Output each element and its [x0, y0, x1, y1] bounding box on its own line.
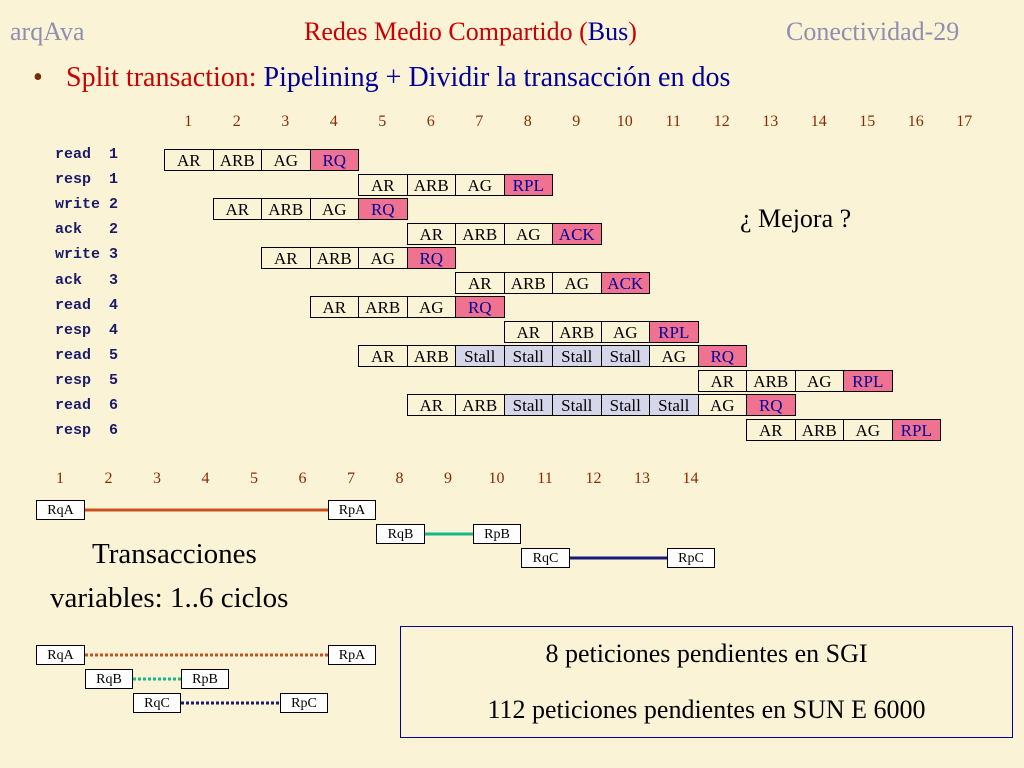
cycle-tick: 11	[537, 470, 553, 487]
cycle-tick: 4	[201, 470, 210, 487]
cycle-tick: 9	[444, 470, 452, 487]
cycle-tick: 4	[329, 113, 338, 130]
bullet-label: Split transaction:	[66, 62, 257, 93]
operation-label: write 3	[55, 246, 119, 264]
slide-title-part-c: )	[628, 17, 637, 46]
bullet-rest: Pipelining + Dividir la transacción en dos	[256, 62, 731, 93]
bullet-icon: •	[33, 62, 43, 93]
response-c: RpC	[667, 548, 715, 568]
pipeline-stage-arb: ARB	[213, 149, 263, 171]
pipeline-stage-rq: RQ	[698, 345, 748, 367]
pipeline-stage-ar: AR	[698, 370, 748, 392]
pipeline-stage-ar: AR	[164, 149, 214, 171]
cycle-tick: 14	[810, 113, 827, 130]
pipeline-stage-ag: AG	[261, 149, 311, 171]
pipeline-stage-ar: AR	[407, 394, 457, 416]
sgi-pending: 8 peticiones pendientes en SGI	[545, 639, 868, 668]
pipeline-stage-arb: ARB	[552, 321, 602, 343]
cycle-tick: 8	[395, 470, 404, 487]
overlap-response-c: RpC	[280, 693, 328, 713]
pipeline-stage-stall: Stall	[601, 345, 651, 367]
response-a: RpA	[328, 500, 376, 520]
pipeline-stage-stall: Stall	[504, 345, 554, 367]
cycle-tick: 17	[956, 113, 973, 130]
operation-label: resp 4	[55, 321, 119, 339]
operation-label: write 2	[55, 196, 119, 214]
pipeline-stage-arb: ARB	[310, 247, 360, 269]
cycle-tick: 12	[713, 113, 730, 130]
operation-label: read 4	[55, 296, 119, 314]
cycle-tick: 5	[250, 470, 258, 487]
pipeline-stage-stall: Stall	[552, 394, 602, 416]
request-a: RqA	[36, 500, 85, 520]
course-title: arqAva	[10, 17, 85, 46]
overlap-request-a: RqA	[36, 645, 85, 665]
caption-line-1: Transacciones	[92, 538, 257, 570]
cycle-tick: 10	[488, 470, 505, 487]
cycle-tick: 11	[665, 113, 681, 130]
cycle-tick: 6	[298, 470, 307, 487]
operation-label: resp 6	[55, 422, 119, 440]
pipeline-stage-ar: AR	[213, 198, 263, 220]
pipeline-stage-rq: RQ	[746, 394, 796, 416]
pipeline-stage-arb: ARB	[504, 272, 554, 294]
cycle-tick: 2	[232, 113, 241, 130]
cycle-tick: 7	[475, 113, 484, 130]
pipeline-stage-arb: ARB	[455, 223, 505, 245]
pipeline-stage-arb: ARB	[261, 198, 311, 220]
slide-number: Conectividad-29	[786, 17, 960, 46]
pipeline-stage-arb: ARB	[795, 419, 845, 441]
mejora-question: ¿ Mejora ?	[740, 204, 852, 233]
pending-requests-panel	[400, 626, 1013, 738]
overlap-request-c: RqC	[133, 693, 181, 713]
sun-pending: 112 peticiones pendientes en SUN E 6000	[487, 695, 926, 724]
operation-label: resp 1	[55, 171, 119, 189]
pipeline-stage-rpl: RPL	[504, 174, 554, 196]
cycle-tick: 3	[281, 113, 290, 130]
cycle-tick: 10	[616, 113, 633, 130]
cycle-tick: 15	[859, 113, 876, 130]
cycle-tick: 5	[378, 113, 387, 130]
pipeline-stage-stall: Stall	[504, 394, 554, 416]
pipeline-stage-rpl: RPL	[892, 419, 942, 441]
pipeline-stage-ag: AG	[843, 419, 893, 441]
cycle-tick: 7	[347, 470, 355, 487]
overlap-request-b: RqB	[85, 669, 133, 689]
overlap-response-b: RpB	[181, 669, 229, 689]
cycle-tick: 16	[907, 113, 924, 130]
pipeline-stage-ag: AG	[358, 247, 408, 269]
request-c: RqC	[521, 548, 570, 568]
operation-label: ack 3	[55, 271, 119, 289]
cycle-tick: 13	[634, 470, 650, 487]
pipeline-stage-stall: Stall	[649, 394, 699, 416]
pipeline-stage-ag: AG	[649, 345, 699, 367]
operation-label: resp 5	[55, 371, 119, 389]
cycle-tick: 14	[682, 470, 699, 487]
pipeline-stage-rq: RQ	[455, 296, 505, 318]
pipeline-stage-ar: AR	[504, 321, 554, 343]
pipeline-stage-stall: Stall	[601, 394, 651, 416]
pipeline-stage-arb: ARB	[407, 345, 457, 367]
cycle-tick: 1	[184, 113, 193, 130]
overlap-response-a: RpA	[328, 645, 376, 665]
pipeline-stage-ag: AG	[552, 272, 602, 294]
pipeline-stage-ag: AG	[407, 296, 457, 318]
pipeline-stage-ag: AG	[310, 198, 360, 220]
pipeline-stage-rpl: RPL	[649, 321, 699, 343]
pipeline-stage-ag: AG	[455, 174, 505, 196]
pipeline-stage-rq: RQ	[358, 198, 408, 220]
response-b: RpB	[473, 524, 521, 544]
pipeline-stage-arb: ARB	[746, 370, 796, 392]
pipeline-stage-rpl: RPL	[843, 370, 893, 392]
caption-line-2: variables: 1..6 ciclos	[50, 582, 289, 614]
pipeline-stage-stall: Stall	[455, 345, 505, 367]
cycle-tick: 12	[585, 470, 602, 487]
pipeline-stage-ack: ACK	[552, 223, 602, 245]
pipeline-stage-ar: AR	[746, 419, 796, 441]
operation-label: ack 2	[55, 221, 119, 239]
cycle-tick: 9	[572, 113, 581, 130]
pipeline-stage-arb: ARB	[358, 296, 408, 318]
cycle-tick: 1	[56, 470, 64, 487]
pipeline-stage-rq: RQ	[310, 149, 360, 171]
cycle-tick: 6	[426, 113, 435, 130]
pipeline-stage-ack: ACK	[601, 272, 651, 294]
pipeline-stage-arb: ARB	[455, 394, 505, 416]
slide-title-part-b: Bus	[587, 17, 629, 46]
pipeline-stage-ar: AR	[310, 296, 360, 318]
operation-label: read 6	[55, 397, 119, 414]
pipeline-stage-ag: AG	[698, 394, 748, 416]
cycle-tick: 3	[153, 470, 161, 487]
pipeline-stage-ar: AR	[407, 223, 457, 245]
operation-label: read 5	[55, 346, 119, 364]
pipeline-stage-ar: AR	[358, 174, 408, 196]
cycle-tick: 8	[523, 113, 532, 130]
pipeline-stage-stall: Stall	[552, 345, 602, 367]
pipeline-stage-ar: AR	[261, 247, 311, 269]
pipeline-stage-ar: AR	[358, 345, 408, 367]
pipeline-stage-ag: AG	[601, 321, 651, 343]
pipeline-stage-ag: AG	[504, 223, 554, 245]
cycle-tick: 13	[762, 113, 779, 130]
pipeline-stage-arb: ARB	[407, 174, 457, 196]
pipeline-stage-ag: AG	[795, 370, 845, 392]
request-b: RqB	[376, 524, 425, 544]
slide-title-part-a: Redes Medio Compartido (	[304, 17, 588, 46]
pipeline-stage-ar: AR	[455, 272, 505, 294]
operation-label: read 1	[55, 146, 119, 163]
cycle-tick: 2	[104, 470, 113, 487]
pipeline-stage-rq: RQ	[407, 247, 457, 269]
